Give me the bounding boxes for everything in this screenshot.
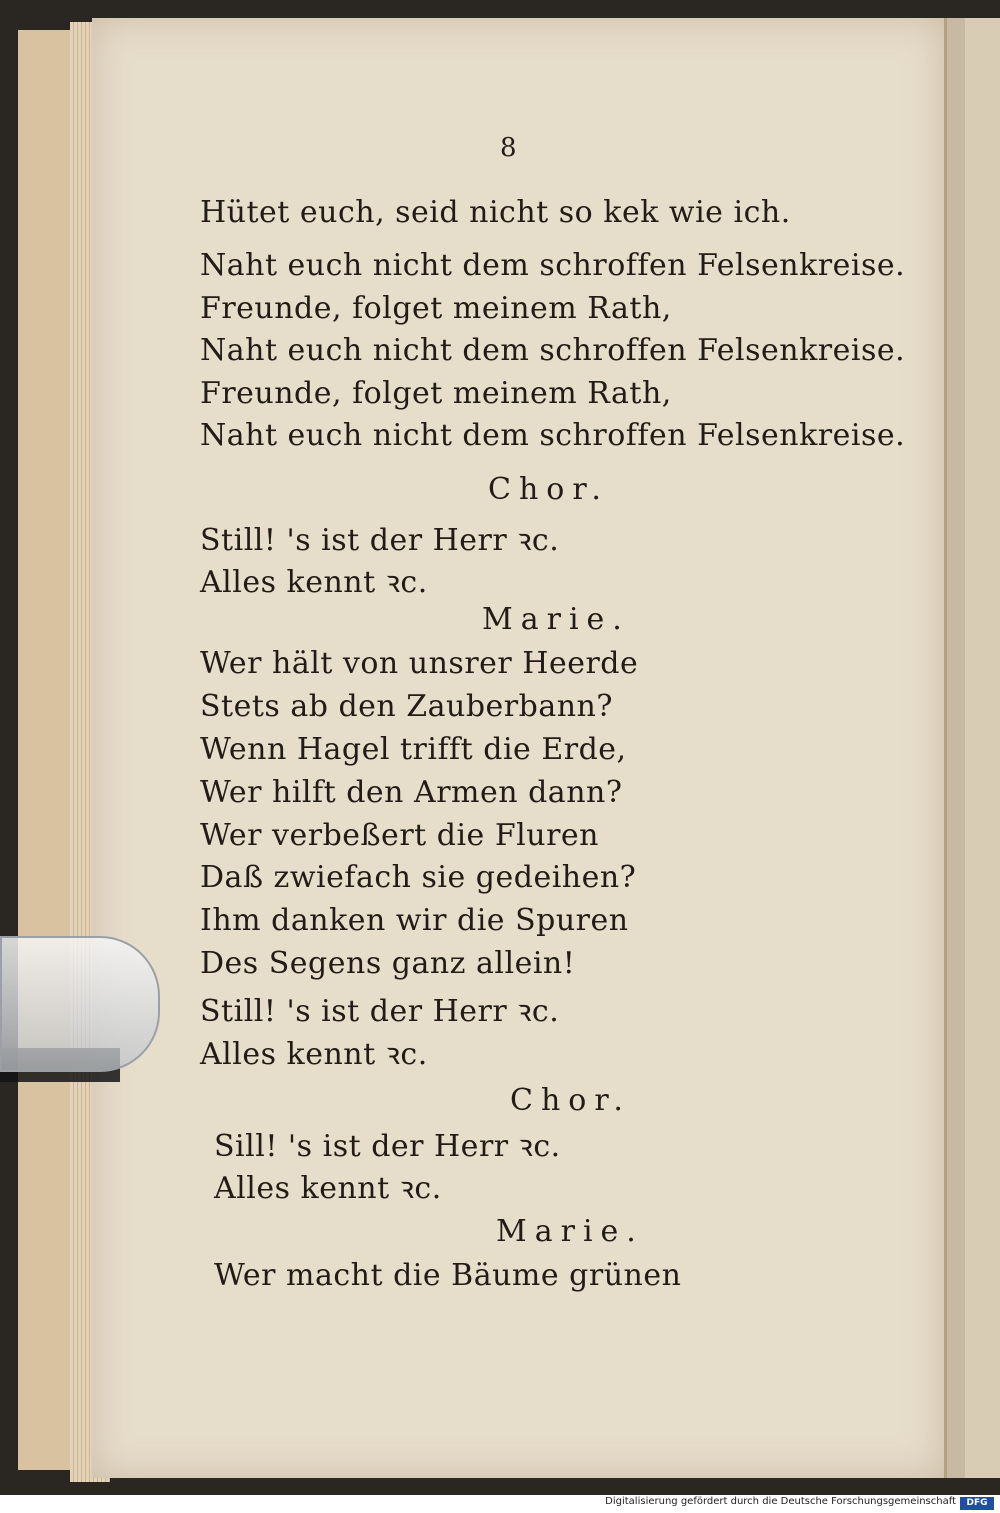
speaker-heading: Chor. <box>488 472 609 507</box>
verse-line: Wenn Hagel trifft die Erde, <box>200 732 627 767</box>
facing-page-edge <box>944 18 1000 1478</box>
page-number: 8 <box>500 133 518 163</box>
verse-line: Wer verbeßert die Fluren <box>200 818 599 853</box>
digitization-footer <box>0 1495 1000 1513</box>
verse-line: Alles kennt ꝛc. <box>214 1171 442 1206</box>
speaker-heading: Marie. <box>496 1214 644 1249</box>
verse-line: Hütet euch, seid nicht so kek wie ich. <box>200 195 791 230</box>
dfg-logo-icon: DFG <box>960 1497 994 1510</box>
verse-line: Sill! 's ist der Herr ꝛc. <box>214 1129 561 1164</box>
verse-line: Naht euch nicht dem schroffen Felsenkreise. <box>200 418 906 453</box>
verse-line: Ihm danken wir die Spuren <box>200 903 629 938</box>
verse-line: Wer hält von unsrer Heerde <box>200 646 639 681</box>
speaker-heading: Chor. <box>510 1083 631 1118</box>
verse-line: Alles kennt ꝛc. <box>200 1037 428 1072</box>
verse-line: Wer hilft den Armen dann? <box>200 775 623 810</box>
verse-line: Stets ab den Zauberbann? <box>200 689 613 724</box>
verse-line: Naht euch nicht dem schroffen Felsenkreise. <box>200 333 906 368</box>
verse-line: Wer macht die Bäume grünen <box>214 1258 682 1293</box>
verse-line: Still! 's ist der Herr ꝛc. <box>200 994 560 1029</box>
funding-credit: Digitalisierung gefördert durch die Deutsche Forschungsgemeinschaft <box>605 1496 956 1507</box>
verse-line: Still! 's ist der Herr ꝛc. <box>200 523 560 558</box>
speaker-heading: Marie. <box>482 602 630 637</box>
page-clip <box>0 936 160 1072</box>
verse-line: Alles kennt ꝛc. <box>200 565 428 600</box>
verse-line: Des Segens ganz allein! <box>200 946 576 981</box>
verse-line: Daß zwiefach sie gedeihen? <box>200 860 637 895</box>
verse-line: Freunde, folget meinem Rath, <box>200 291 672 326</box>
verse-line: Freunde, folget meinem Rath, <box>200 376 672 411</box>
verse-line: Naht euch nicht dem schroffen Felsenkreise. <box>200 248 906 283</box>
